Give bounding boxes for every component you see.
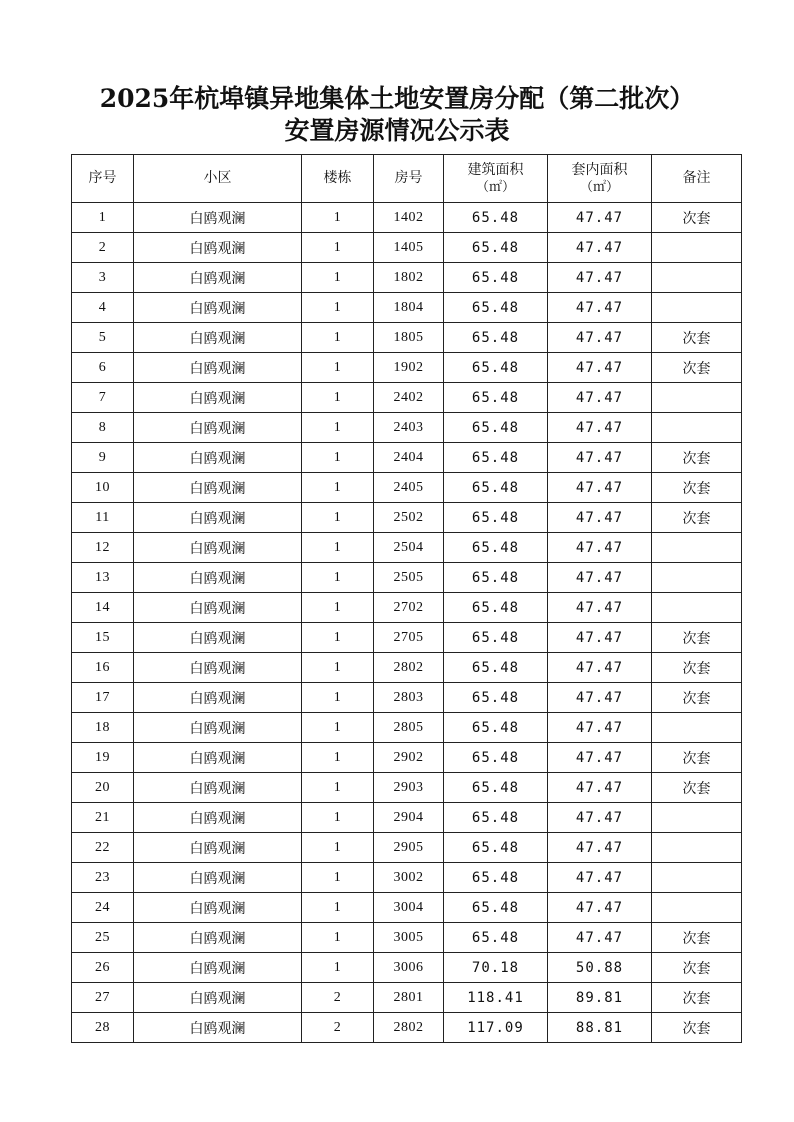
table-row bbox=[72, 413, 742, 443]
cell-seq: 8 bbox=[72, 413, 134, 443]
header-building: 楼栋 bbox=[302, 155, 374, 203]
header-inner-area-unit: （㎡） bbox=[579, 179, 619, 195]
cell-gross-area: 65.48 bbox=[444, 413, 548, 443]
cell-inner-area: 47.47 bbox=[548, 263, 652, 293]
cell-community: 白鸥观澜 bbox=[134, 683, 302, 713]
cell-seq: 28 bbox=[72, 1013, 134, 1043]
cell-community: 白鸥观澜 bbox=[134, 563, 302, 593]
cell-gross-area: 65.48 bbox=[444, 623, 548, 653]
header-gross-area bbox=[444, 155, 548, 203]
cell-gross-area: 65.48 bbox=[444, 563, 548, 593]
cell-remark bbox=[652, 563, 742, 593]
table-row bbox=[72, 893, 742, 923]
cell-room: 2802 bbox=[374, 1013, 444, 1043]
cell-community: 白鸥观澜 bbox=[134, 653, 302, 683]
cell-building: 1 bbox=[302, 713, 374, 743]
cell-community: 白鸥观澜 bbox=[134, 203, 302, 233]
table-row bbox=[72, 383, 742, 413]
cell-building: 1 bbox=[302, 893, 374, 923]
cell-seq: 2 bbox=[72, 233, 134, 263]
cell-inner-area: 47.47 bbox=[548, 233, 652, 263]
table-row bbox=[72, 833, 742, 863]
cell-remark: 次套 bbox=[652, 1013, 742, 1043]
cell-gross-area: 118.41 bbox=[444, 983, 548, 1013]
cell-gross-area: 65.48 bbox=[444, 863, 548, 893]
cell-community: 白鸥观澜 bbox=[134, 1013, 302, 1043]
cell-remark: 次套 bbox=[652, 773, 742, 803]
cell-remark: 次套 bbox=[652, 203, 742, 233]
table-row bbox=[72, 293, 742, 323]
cell-gross-area: 65.48 bbox=[444, 803, 548, 833]
cell-remark bbox=[652, 713, 742, 743]
cell-community: 白鸥观澜 bbox=[134, 323, 302, 353]
cell-building: 1 bbox=[302, 803, 374, 833]
cell-inner-area: 47.47 bbox=[548, 503, 652, 533]
table-body bbox=[72, 203, 742, 1043]
cell-remark bbox=[652, 233, 742, 263]
cell-inner-area: 47.47 bbox=[548, 353, 652, 383]
cell-room: 1805 bbox=[374, 323, 444, 353]
cell-inner-area: 88.81 bbox=[548, 1013, 652, 1043]
cell-room: 3004 bbox=[374, 893, 444, 923]
cell-room: 1405 bbox=[374, 233, 444, 263]
cell-room: 2502 bbox=[374, 503, 444, 533]
cell-inner-area: 47.47 bbox=[548, 893, 652, 923]
cell-seq: 9 bbox=[72, 443, 134, 473]
cell-building: 1 bbox=[302, 503, 374, 533]
cell-gross-area: 65.48 bbox=[444, 713, 548, 743]
cell-remark: 次套 bbox=[652, 353, 742, 383]
cell-inner-area: 47.47 bbox=[548, 413, 652, 443]
table-row bbox=[72, 1013, 742, 1043]
cell-remark: 次套 bbox=[652, 623, 742, 653]
cell-room: 2402 bbox=[374, 383, 444, 413]
table-row bbox=[72, 503, 742, 533]
cell-community: 白鸥观澜 bbox=[134, 833, 302, 863]
table-row bbox=[72, 353, 742, 383]
cell-community: 白鸥观澜 bbox=[134, 473, 302, 503]
header-remark: 备注 bbox=[652, 155, 742, 203]
cell-room: 2405 bbox=[374, 473, 444, 503]
cell-seq: 22 bbox=[72, 833, 134, 863]
cell-remark bbox=[652, 263, 742, 293]
cell-building: 1 bbox=[302, 923, 374, 953]
cell-inner-area: 47.47 bbox=[548, 803, 652, 833]
cell-remark bbox=[652, 413, 742, 443]
table-row bbox=[72, 713, 742, 743]
cell-room: 3006 bbox=[374, 953, 444, 983]
cell-inner-area: 47.47 bbox=[548, 773, 652, 803]
cell-community: 白鸥观澜 bbox=[134, 743, 302, 773]
cell-remark: 次套 bbox=[652, 473, 742, 503]
cell-building: 1 bbox=[302, 593, 374, 623]
cell-remark bbox=[652, 533, 742, 563]
cell-inner-area: 47.47 bbox=[548, 383, 652, 413]
cell-gross-area: 65.48 bbox=[444, 533, 548, 563]
cell-remark bbox=[652, 293, 742, 323]
cell-seq: 12 bbox=[72, 533, 134, 563]
header-community: 小区 bbox=[134, 155, 302, 203]
cell-room: 2905 bbox=[374, 833, 444, 863]
cell-building: 1 bbox=[302, 683, 374, 713]
cell-gross-area: 65.48 bbox=[444, 353, 548, 383]
table-header bbox=[72, 155, 742, 203]
cell-gross-area: 65.48 bbox=[444, 323, 548, 353]
table-row bbox=[72, 263, 742, 293]
cell-community: 白鸥观澜 bbox=[134, 923, 302, 953]
table-row bbox=[72, 473, 742, 503]
cell-inner-area: 47.47 bbox=[548, 683, 652, 713]
cell-gross-area: 65.48 bbox=[444, 293, 548, 323]
cell-inner-area: 47.47 bbox=[548, 473, 652, 503]
document-subtitle: 安置房源情况公示表 bbox=[284, 116, 510, 145]
cell-building: 1 bbox=[302, 743, 374, 773]
cell-building: 1 bbox=[302, 203, 374, 233]
cell-seq: 16 bbox=[72, 653, 134, 683]
cell-remark: 次套 bbox=[652, 953, 742, 983]
table-row bbox=[72, 563, 742, 593]
cell-gross-area: 117.09 bbox=[444, 1013, 548, 1043]
cell-community: 白鸥观澜 bbox=[134, 533, 302, 563]
cell-room: 2904 bbox=[374, 803, 444, 833]
cell-building: 1 bbox=[302, 863, 374, 893]
cell-building: 1 bbox=[302, 263, 374, 293]
cell-building: 1 bbox=[302, 653, 374, 683]
cell-room: 2505 bbox=[374, 563, 444, 593]
cell-seq: 24 bbox=[72, 893, 134, 923]
header-row bbox=[72, 155, 742, 203]
cell-remark: 次套 bbox=[652, 443, 742, 473]
cell-inner-area: 47.47 bbox=[548, 833, 652, 863]
cell-room: 3002 bbox=[374, 863, 444, 893]
cell-seq: 14 bbox=[72, 593, 134, 623]
cell-seq: 15 bbox=[72, 623, 134, 653]
table-row bbox=[72, 743, 742, 773]
cell-inner-area: 47.47 bbox=[548, 203, 652, 233]
cell-gross-area: 70.18 bbox=[444, 953, 548, 983]
cell-inner-area: 47.47 bbox=[548, 323, 652, 353]
cell-inner-area: 47.47 bbox=[548, 713, 652, 743]
cell-building: 1 bbox=[302, 323, 374, 353]
cell-remark: 次套 bbox=[652, 683, 742, 713]
cell-community: 白鸥观澜 bbox=[134, 593, 302, 623]
cell-room: 1802 bbox=[374, 263, 444, 293]
cell-remark: 次套 bbox=[652, 503, 742, 533]
header-gross-area-unit: （㎡） bbox=[475, 179, 515, 195]
table-row bbox=[72, 533, 742, 563]
cell-community: 白鸥观澜 bbox=[134, 413, 302, 443]
cell-community: 白鸥观澜 bbox=[134, 983, 302, 1013]
cell-seq: 21 bbox=[72, 803, 134, 833]
cell-remark: 次套 bbox=[652, 323, 742, 353]
cell-room: 1804 bbox=[374, 293, 444, 323]
cell-gross-area: 65.48 bbox=[444, 833, 548, 863]
cell-remark: 次套 bbox=[652, 923, 742, 953]
cell-seq: 25 bbox=[72, 923, 134, 953]
table-row bbox=[72, 953, 742, 983]
cell-gross-area: 65.48 bbox=[444, 743, 548, 773]
cell-building: 1 bbox=[302, 413, 374, 443]
cell-inner-area: 47.47 bbox=[548, 443, 652, 473]
cell-inner-area: 47.47 bbox=[548, 563, 652, 593]
cell-room: 2803 bbox=[374, 683, 444, 713]
table-row bbox=[72, 323, 742, 353]
cell-inner-area: 47.47 bbox=[548, 863, 652, 893]
cell-seq: 11 bbox=[72, 503, 134, 533]
cell-inner-area: 47.47 bbox=[548, 653, 652, 683]
cell-gross-area: 65.48 bbox=[444, 923, 548, 953]
cell-building: 2 bbox=[302, 1013, 374, 1043]
cell-building: 1 bbox=[302, 623, 374, 653]
cell-community: 白鸥观澜 bbox=[134, 233, 302, 263]
cell-room: 2805 bbox=[374, 713, 444, 743]
cell-seq: 13 bbox=[72, 563, 134, 593]
header-inner-area bbox=[548, 155, 652, 203]
cell-remark: 次套 bbox=[652, 743, 742, 773]
cell-inner-area: 47.47 bbox=[548, 593, 652, 623]
cell-gross-area: 65.48 bbox=[444, 653, 548, 683]
cell-room: 3005 bbox=[374, 923, 444, 953]
cell-room: 1402 bbox=[374, 203, 444, 233]
cell-seq: 3 bbox=[72, 263, 134, 293]
cell-room: 2403 bbox=[374, 413, 444, 443]
table-row bbox=[72, 593, 742, 623]
cell-room: 2404 bbox=[374, 443, 444, 473]
cell-gross-area: 65.48 bbox=[444, 203, 548, 233]
cell-remark bbox=[652, 593, 742, 623]
cell-building: 1 bbox=[302, 563, 374, 593]
cell-building: 1 bbox=[302, 233, 374, 263]
header-inner-area-label: 套内面积 bbox=[571, 161, 628, 178]
cell-gross-area: 65.48 bbox=[444, 503, 548, 533]
cell-seq: 20 bbox=[72, 773, 134, 803]
cell-room: 2802 bbox=[374, 653, 444, 683]
cell-room: 2902 bbox=[374, 743, 444, 773]
cell-remark bbox=[652, 383, 742, 413]
header-seq: 序号 bbox=[72, 155, 134, 203]
cell-gross-area: 65.48 bbox=[444, 383, 548, 413]
cell-seq: 10 bbox=[72, 473, 134, 503]
cell-community: 白鸥观澜 bbox=[134, 353, 302, 383]
cell-gross-area: 65.48 bbox=[444, 233, 548, 263]
table-row bbox=[72, 683, 742, 713]
table-row bbox=[72, 983, 742, 1013]
header-room: 房号 bbox=[374, 155, 444, 203]
cell-building: 1 bbox=[302, 833, 374, 863]
cell-inner-area: 47.47 bbox=[548, 923, 652, 953]
cell-seq: 23 bbox=[72, 863, 134, 893]
cell-inner-area: 47.47 bbox=[548, 533, 652, 563]
cell-room: 2801 bbox=[374, 983, 444, 1013]
table-row bbox=[72, 233, 742, 263]
cell-remark bbox=[652, 833, 742, 863]
cell-room: 2504 bbox=[374, 533, 444, 563]
cell-seq: 4 bbox=[72, 293, 134, 323]
cell-remark bbox=[652, 893, 742, 923]
cell-inner-area: 89.81 bbox=[548, 983, 652, 1013]
cell-building: 1 bbox=[302, 383, 374, 413]
cell-seq: 26 bbox=[72, 953, 134, 983]
table-row bbox=[72, 443, 742, 473]
cell-inner-area: 47.47 bbox=[548, 623, 652, 653]
document-title: 2025年杭埠镇异地集体土地安置房分配（第二批次） bbox=[99, 84, 695, 113]
cell-room: 2702 bbox=[374, 593, 444, 623]
cell-building: 1 bbox=[302, 953, 374, 983]
cell-room: 2903 bbox=[374, 773, 444, 803]
cell-gross-area: 65.48 bbox=[444, 893, 548, 923]
cell-community: 白鸥观澜 bbox=[134, 443, 302, 473]
cell-seq: 18 bbox=[72, 713, 134, 743]
header-gross-area-label: 建筑面积 bbox=[467, 161, 524, 178]
cell-gross-area: 65.48 bbox=[444, 473, 548, 503]
cell-room: 2705 bbox=[374, 623, 444, 653]
cell-seq: 1 bbox=[72, 203, 134, 233]
cell-gross-area: 65.48 bbox=[444, 683, 548, 713]
cell-building: 2 bbox=[302, 983, 374, 1013]
cell-room: 1902 bbox=[374, 353, 444, 383]
cell-community: 白鸥观澜 bbox=[134, 863, 302, 893]
cell-remark: 次套 bbox=[652, 983, 742, 1013]
housing-table bbox=[71, 154, 742, 1043]
cell-inner-area: 50.88 bbox=[548, 953, 652, 983]
table-row bbox=[72, 773, 742, 803]
cell-community: 白鸥观澜 bbox=[134, 773, 302, 803]
cell-seq: 19 bbox=[72, 743, 134, 773]
cell-seq: 5 bbox=[72, 323, 134, 353]
cell-gross-area: 65.48 bbox=[444, 593, 548, 623]
table-row bbox=[72, 863, 742, 893]
cell-remark: 次套 bbox=[652, 653, 742, 683]
cell-gross-area: 65.48 bbox=[444, 263, 548, 293]
cell-community: 白鸥观澜 bbox=[134, 623, 302, 653]
cell-building: 1 bbox=[302, 773, 374, 803]
cell-building: 1 bbox=[302, 473, 374, 503]
cell-gross-area: 65.48 bbox=[444, 773, 548, 803]
cell-inner-area: 47.47 bbox=[548, 293, 652, 323]
cell-seq: 6 bbox=[72, 353, 134, 383]
cell-community: 白鸥观澜 bbox=[134, 293, 302, 323]
cell-building: 1 bbox=[302, 353, 374, 383]
cell-community: 白鸥观澜 bbox=[134, 383, 302, 413]
cell-inner-area: 47.47 bbox=[548, 743, 652, 773]
cell-seq: 7 bbox=[72, 383, 134, 413]
cell-gross-area: 65.48 bbox=[444, 443, 548, 473]
cell-community: 白鸥观澜 bbox=[134, 953, 302, 983]
table-row bbox=[72, 203, 742, 233]
cell-community: 白鸥观澜 bbox=[134, 893, 302, 923]
cell-building: 1 bbox=[302, 533, 374, 563]
cell-community: 白鸥观澜 bbox=[134, 503, 302, 533]
table-row bbox=[72, 803, 742, 833]
cell-seq: 27 bbox=[72, 983, 134, 1013]
cell-remark bbox=[652, 803, 742, 833]
cell-community: 白鸥观澜 bbox=[134, 263, 302, 293]
cell-building: 1 bbox=[302, 443, 374, 473]
table-row bbox=[72, 623, 742, 653]
table-row bbox=[72, 653, 742, 683]
cell-seq: 17 bbox=[72, 683, 134, 713]
cell-community: 白鸥观澜 bbox=[134, 713, 302, 743]
table-row bbox=[72, 923, 742, 953]
cell-building: 1 bbox=[302, 293, 374, 323]
cell-remark bbox=[652, 863, 742, 893]
cell-community: 白鸥观澜 bbox=[134, 803, 302, 833]
